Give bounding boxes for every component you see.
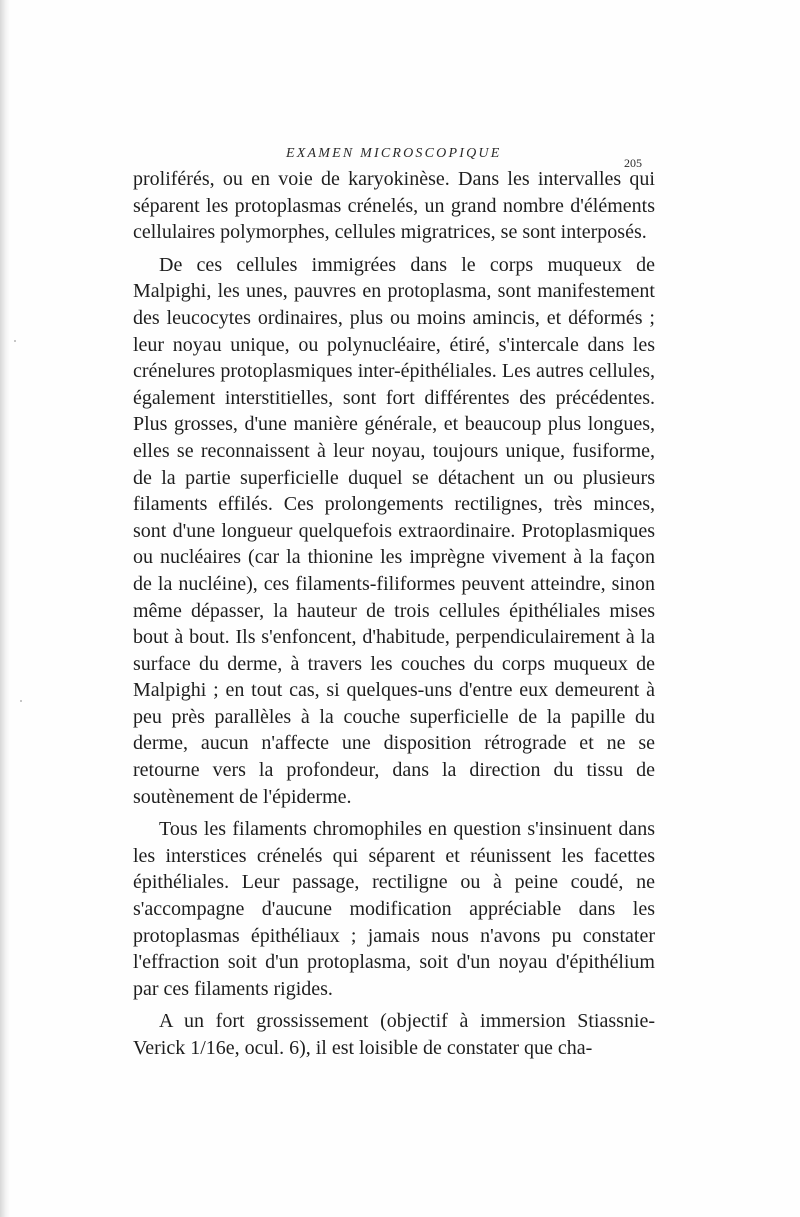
paragraph: Tous les filaments chromophiles en question s'insinuent dans les interstices crénelés qui séparent et réunissent les facettes épithéliales. Leur passage, rectiligne ou à peine coudé, ne s'accompagne d'aucune modification appréciable dans les protoplasmas épithéliaux ; jamais nous n'avons pu constater l'effraction soit d'un protoplasma, soit d'un noyau d'épithélium par ces filaments rigides. [133, 818, 655, 1000]
page-number: 205 [624, 156, 642, 170]
paragraph-continuation: proliférés, ou en voie de karyokinèse. Dans les intervalles qui séparent les protoplasmas crénelés, un grand nombre d'éléments cellulaires polymorphes, cellules migratrices, se sont interposés. [133, 168, 655, 244]
body-text [133, 166, 655, 1062]
paper-speck [20, 700, 22, 702]
paragraph: De ces cellules immigrées dans le corps muqueux de Malpighi, les unes, pauvres en protoplasma, sont manifestement des leucocytes ordinaires, plus ou moins amincis, et déformés ; leur noyau unique, ou polynucléaire, étiré, s'intercale dans les crénelures protoplasmiques inter-épithéliales. Les autres cellules, également interstitielles, sont fort différentes des précédentes. Plus grosses, d'une manière générale, et beaucoup plus longues, elles se reconnaissent à leur noyau, toujours unique, fusiforme, de la partie superficielle duquel se détachent un ou plusieurs filaments effilés. Ces prolongements rectilignes, très minces, sont d'une longueur quelquefois extraordinaire. Protoplasmiques ou nucléaires (car la thionine les imprègne vivement à la façon de la nucléine), ces filaments-filiformes peuvent atteindre, sinon même dépasser, la hauteur de trois cellules épithéliales mises bout à bout. Ils s'enfoncent, d'habitude, perpendiculairement à la surface du derme, à travers les couches du corps muqueux de Malpighi ; en tout cas, si quelques-uns d'entre eux demeurent à peu près parallèles à la couche superficielle de la papille du derme, aucun n'affecte une disposition rétrograde et ne se retourne vers la profondeur, dans la direction du tissu de soutènement de l'épiderme. [133, 253, 655, 808]
paper-speck [14, 340, 16, 342]
paragraph: A un fort grossissement (objectif à immersion Stiassnie-Verick 1/16e, ocul. 6), il est loisible de constater que cha- [133, 1010, 655, 1059]
page-binding-edge [0, 0, 10, 1217]
running-head: EXAMEN MICROSCOPIQUE [286, 146, 502, 161]
